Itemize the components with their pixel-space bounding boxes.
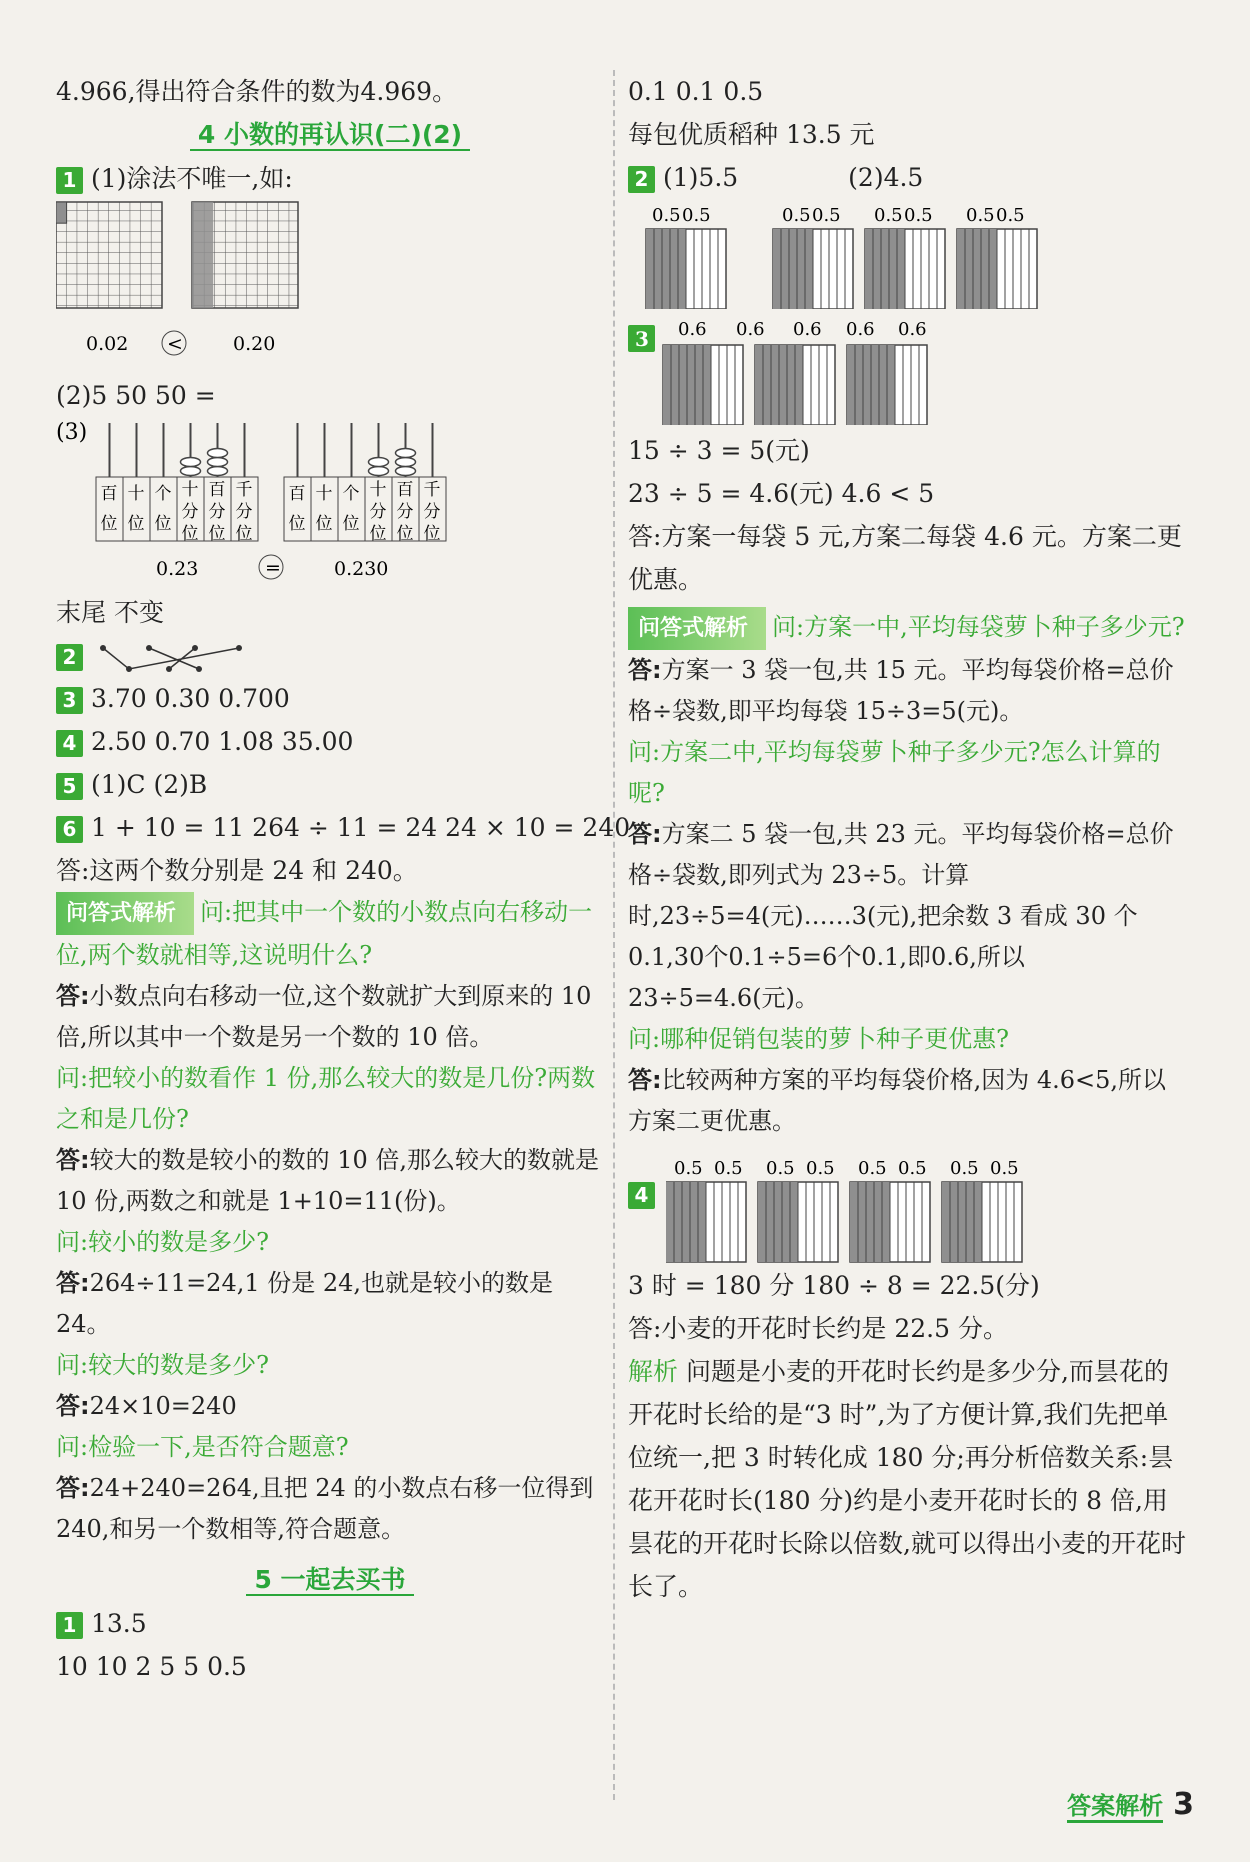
- q-number: 1: [56, 167, 83, 194]
- bar-rect: [957, 229, 1037, 309]
- abacus-label-right: 0.230: [334, 558, 389, 580]
- eq-3: 3 时 = 180 分 180 ÷ 8 = 22.5(分): [628, 1271, 1040, 1300]
- left-column: [56, 70, 631, 1688]
- abacus-col-label: 十: [181, 480, 199, 500]
- right-column: [628, 70, 1188, 1608]
- bar-label: 0.5: [898, 1158, 927, 1179]
- abacus-left: [96, 423, 258, 544]
- abacus-label-left: 0.23: [156, 558, 199, 580]
- bar-rect: [666, 1182, 746, 1262]
- compare-symbol: <: [167, 333, 183, 355]
- abacus-col-label: 位: [181, 524, 199, 544]
- abacus-col-label: 位: [127, 514, 145, 534]
- abacus-col-label: 千: [235, 480, 253, 500]
- plan-answer: 答:方案一每袋 5 元,方案二每袋 4.6 元。方案二更优惠。: [628, 522, 1182, 594]
- q6-answer: 答:这两个数分别是 24 和 240。: [56, 856, 418, 885]
- abacus-col-label: 位: [100, 514, 118, 534]
- bar-label: 0.6: [736, 319, 765, 340]
- bar-label: 0.5: [874, 205, 903, 226]
- matching-lines: [99, 643, 249, 673]
- bar-rect: [773, 229, 853, 309]
- grid-label-left: 0.02: [86, 333, 129, 355]
- abacus-col-label: 十: [127, 484, 145, 504]
- q1-line: 1 (1)涂法不唯一,如:: [56, 157, 604, 200]
- abacus-col-label: 分: [423, 502, 441, 522]
- abacus-col-label: 百: [396, 480, 414, 500]
- grid-0.20: [192, 202, 298, 308]
- abacus-col-label: 百: [288, 484, 306, 504]
- bar-label: 0.5: [652, 205, 681, 226]
- abacus-col-label: 位: [208, 524, 226, 544]
- grid-0.02: [56, 202, 162, 308]
- s5-q1-line: 1 13.5: [56, 1602, 604, 1645]
- abacus-col-label: 分: [208, 502, 226, 522]
- grid-figures: [56, 200, 604, 370]
- bar-rect: [646, 229, 726, 309]
- q-number: 3: [635, 327, 649, 351]
- q1-2-line: (2)5 50 50 =: [56, 381, 216, 410]
- bar-rect: [663, 345, 743, 425]
- bar-rect: [865, 229, 945, 309]
- bar-label: 0.6: [793, 319, 822, 340]
- svg-text:(3): (3): [56, 420, 88, 445]
- q3-line: 3 3.70 0.30 0.700: [56, 677, 604, 720]
- eq-2: 23 ÷ 5 = 4.6(元) 4.6 < 5: [628, 479, 935, 508]
- bar-label: 0.5: [682, 205, 711, 226]
- bar-rect: [758, 1182, 838, 1262]
- r-q2-line: 2 (1)5.5 (2)4.5: [628, 156, 1188, 199]
- bar-rect: [755, 345, 835, 425]
- bars-q2: [628, 199, 1188, 309]
- end-line: 末尾 不变: [56, 598, 164, 627]
- abacus-right: [284, 423, 446, 544]
- abacus-col-label: 千: [423, 480, 441, 500]
- abacus-figures: [56, 417, 604, 587]
- abacus-col-label: 个: [154, 484, 172, 504]
- abacus-col-label: 个: [342, 484, 360, 504]
- abacus-col-label: 位: [315, 514, 333, 534]
- prev-answer-line: 4.966,得出符合条件的数为4.969。: [56, 77, 458, 106]
- footer-title: 答案解析: [1067, 1792, 1163, 1823]
- r-line-1: 每包优质稻种 13.5 元: [628, 120, 875, 149]
- bar-label: 0.5: [996, 205, 1025, 226]
- q6-line: 6 1 + 10 = 11 264 ÷ 11 = 24 24 × 10 = 240: [56, 806, 604, 849]
- s5-q1-values: 10 10 2 5 5 0.5: [56, 1652, 247, 1681]
- q4-row: 4 0.5 0.5 0.5 0.5 0.5 0.5 0.5 0.5: [628, 1152, 1188, 1264]
- bar-label: 0.5: [714, 1158, 743, 1179]
- bar-label: 0.5: [966, 205, 995, 226]
- bar-label: 0.5: [812, 205, 841, 226]
- answer-4: 答:小麦的开花时长约是 22.5 分。: [628, 1314, 1008, 1343]
- bar-label: 0.5: [782, 205, 811, 226]
- abacus-col-label: 位: [423, 524, 441, 544]
- analysis: 解析 问题是小麦的开花时长约是多少分,而昙花的开花时长给的是“3 时”,为了方便计算,我们先把单位统一,把 3 时转化成 180 分;再分析倍数关系:昙花开花时长(180 分)约是小麦开花时长的 8 倍,用昙花的开花时长除以倍数,就可以得出小麦的开花时长了。: [628, 1357, 1186, 1601]
- r-line-0: 0.1 0.1 0.5: [628, 77, 764, 106]
- abacus-col-label: 十: [369, 480, 387, 500]
- abacus-col-label: 位: [342, 514, 360, 534]
- qa-tag: 问答式解析: [56, 892, 194, 935]
- bar-label: 0.5: [858, 1158, 887, 1179]
- bars-q3: [628, 313, 1188, 425]
- q5-line: 5 (1)C (2)B: [56, 763, 604, 806]
- bar-label: 0.6: [898, 319, 927, 340]
- bar-label: 0.5: [766, 1158, 795, 1179]
- abacus-col-label: 位: [396, 524, 414, 544]
- bar-label: 0.5: [990, 1158, 1019, 1179]
- qa-block-right: 问答式解析 问:方案一中,平均每袋萝卜种子多少元? 答:方案一 3 袋一包,共 15 元。平均每袋价格=总价格÷袋数,即平均每袋 15÷3=5(元)。 问:方案二中,平均每袋萝卜种子多少元?怎么计算的呢? 答:方案二 5 袋一包,共 23 元。平均每袋价格=总价格÷袋数,即列式为 23÷5。计算时,23÷5=4(元)……3(元),把余数 3 看成 30 个 0.1,30个0.1÷5=6个0.1,即0.6,所以 23÷5=4.6(元)。 问:哪种促销包装的萝卜种子更优惠? 答:比较两种方案的平均每袋价格,因为 4.6<5,所以方案二更优惠。: [628, 607, 1188, 1142]
- abacus-col-label: 位: [235, 524, 253, 544]
- eq-1: 15 ÷ 3 = 5(元): [628, 436, 810, 465]
- bar-rect: [847, 345, 927, 425]
- abacus-col-label: 分: [369, 502, 387, 522]
- bar-label: 0.6: [846, 319, 875, 340]
- bar-label: 0.5: [674, 1158, 703, 1179]
- q2-line: 2: [56, 634, 604, 677]
- abacus-col-label: 分: [181, 502, 199, 522]
- page-number: 3: [1173, 1787, 1194, 1822]
- abacus-col-label: 分: [235, 502, 253, 522]
- qa-block-left: 问答式解析 问:把其中一个数的小数点向右移动一位,两个数就相等,这说明什么? 答:小数点向右移动一位,这个数就扩大到原来的 10 倍,所以其中一个数是另一个数的 10 倍。 问:把较小的数看作 1 份,那么较大的数是几份?两数之和是几份? 答:较大的数是较小的数的 10 倍,那么较大的数就是 10 份,两数之和就是 1+10=11(份)。 问:较小的数是多少? 答:264÷11=24,1 份是 24,也就是较小的数是 24。 问:较大的数是多少? 答:24×10=240 问:检验一下,是否符合题意? 答:24+240=264,且把 24 的小数点右移一位得到 240,和另一个数相等,符合题意。: [56, 892, 604, 1550]
- abacus-col-label: 位: [154, 514, 172, 534]
- bars-q4: [666, 1152, 1186, 1264]
- abacus-col-label: 百: [208, 480, 226, 500]
- abacus-col-label: 位: [288, 514, 306, 534]
- abacus-col-label: 十: [315, 484, 333, 504]
- equal-symbol: =: [265, 557, 281, 579]
- column-divider: [613, 70, 615, 1800]
- q4-line: 4 2.50 0.70 1.08 35.00: [56, 720, 604, 763]
- page-footer: [1067, 1786, 1194, 1822]
- section-title-4: 4 小数的再认识(二)(2): [56, 113, 604, 157]
- bar-label: 0.5: [904, 205, 933, 226]
- abacus-col-label: 百: [100, 484, 118, 504]
- bar-label: 0.5: [950, 1158, 979, 1179]
- grid-label-right: 0.20: [233, 333, 276, 355]
- bar-label: 0.6: [678, 319, 707, 340]
- bar-label: 0.5: [806, 1158, 835, 1179]
- bar-rect: [850, 1182, 930, 1262]
- bar-rect: [942, 1182, 1022, 1262]
- section-title-5: 5 一起去买书: [56, 1558, 604, 1602]
- abacus-col-label: 位: [369, 524, 387, 544]
- abacus-col-label: 分: [396, 502, 414, 522]
